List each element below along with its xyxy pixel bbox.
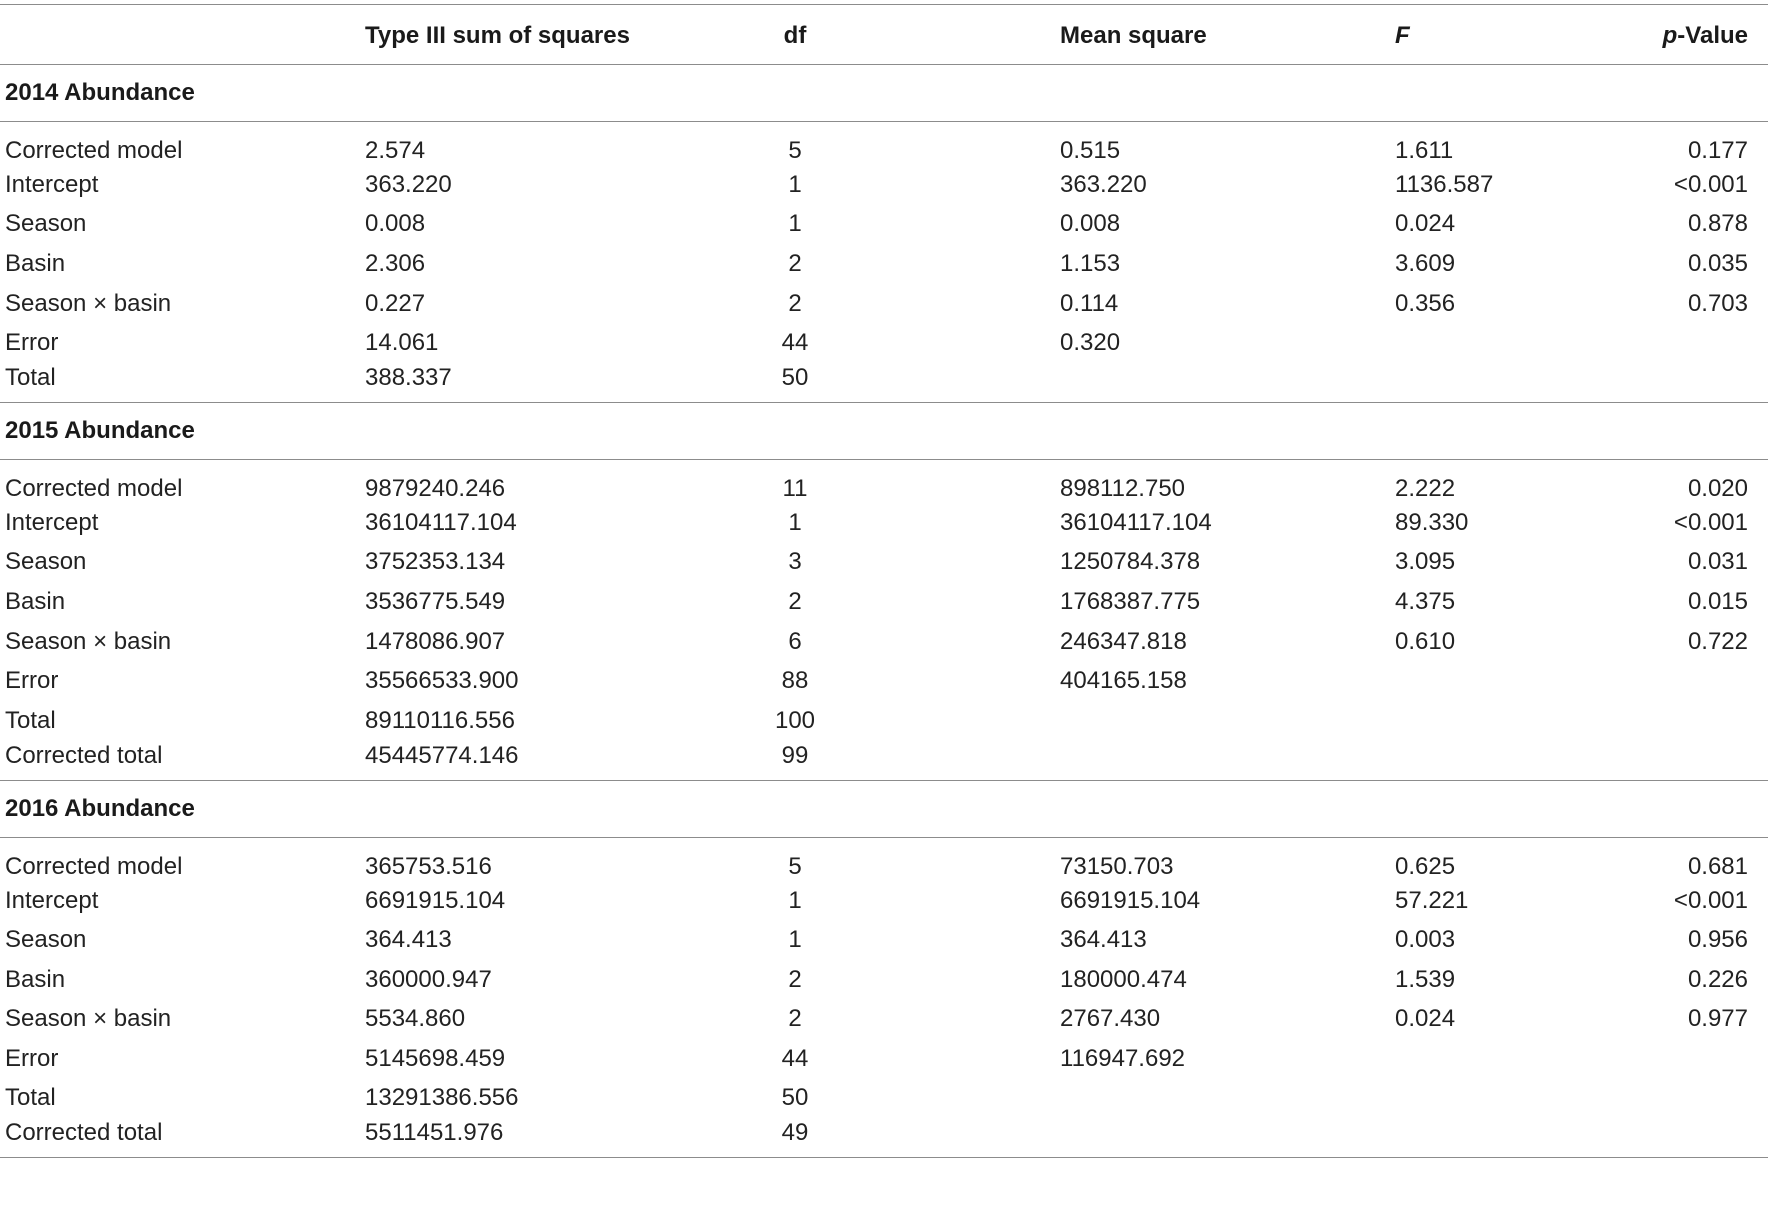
cell-df: 99 bbox=[781, 741, 809, 769]
cell-mean-square bbox=[865, 1118, 1395, 1158]
section-title: 2016 Abundance bbox=[0, 780, 1768, 837]
cell-sum-of-squares: 388.337 bbox=[365, 364, 452, 392]
cell-mean-square: 0.320 bbox=[1060, 329, 1121, 357]
cell-mean-square: 2767.430 bbox=[1060, 1005, 1161, 1033]
cell-sum-of-squares: 89110116.556 bbox=[365, 706, 515, 734]
cell-f: 4.375 bbox=[1395, 588, 1456, 616]
cell-p-value: <0.001 bbox=[1673, 886, 1748, 914]
cell-mean-square bbox=[865, 701, 1395, 741]
header-p-rest: -Value bbox=[1677, 21, 1748, 49]
table-row bbox=[0, 582, 1768, 622]
cell-source: Season bbox=[5, 548, 87, 576]
cell-sum-of-squares: 9879240.246 bbox=[365, 475, 506, 503]
cell-p-value: 0.031 bbox=[1687, 548, 1748, 576]
cell-sum-of-squares: 14.061 bbox=[365, 329, 439, 357]
cell-f: 3.095 bbox=[1395, 548, 1456, 576]
table-row bbox=[0, 741, 1768, 781]
header-mean-square: Mean square bbox=[865, 5, 1395, 65]
cell-f: 2.222 bbox=[1395, 475, 1456, 503]
section-title: 2015 Abundance bbox=[0, 403, 1768, 460]
cell-df: 1 bbox=[788, 886, 802, 914]
cell-sum-of-squares: 36104117.104 bbox=[365, 508, 517, 536]
cell-sum-of-squares: 0.008 bbox=[365, 210, 426, 238]
cell-source: Error bbox=[5, 329, 59, 357]
table-row bbox=[0, 1118, 1768, 1158]
cell-p-value: <0.001 bbox=[1673, 170, 1748, 198]
cell-mean-square: 246347.818 bbox=[1060, 627, 1187, 655]
cell-df: 1 bbox=[788, 508, 802, 536]
table-row bbox=[0, 1039, 1768, 1079]
cell-f bbox=[1395, 701, 1615, 741]
cell-source: Error bbox=[5, 1044, 59, 1072]
cell-source: Corrected total bbox=[0, 1118, 365, 1158]
cell-sum-of-squares: 2.574 bbox=[365, 137, 426, 164]
cell-sum-of-squares: 363.220 bbox=[365, 170, 452, 198]
table-row bbox=[0, 622, 1768, 662]
table-body bbox=[0, 65, 1768, 1158]
cell-f: 0.024 bbox=[1395, 210, 1456, 238]
cell-sum-of-squares: 5534.860 bbox=[365, 1005, 466, 1033]
cell-source: Corrected model bbox=[5, 475, 183, 503]
cell-source: Error bbox=[5, 667, 59, 695]
anova-table bbox=[0, 4, 1768, 1158]
cell-mean-square: 364.413 bbox=[1060, 926, 1147, 954]
cell-p-value bbox=[1615, 363, 1768, 403]
cell-p-value: 0.878 bbox=[1687, 210, 1748, 238]
table-row bbox=[0, 960, 1768, 1000]
cell-source: Basin bbox=[5, 965, 66, 993]
header-df: df bbox=[725, 5, 865, 65]
table-row bbox=[0, 122, 1768, 165]
cell-f: 57.221 bbox=[1395, 886, 1469, 914]
header-sum-of-squares: Type III sum of squares bbox=[365, 5, 725, 65]
cell-df: 2 bbox=[788, 1005, 802, 1033]
cell-sum-of-squares: 6691915.104 bbox=[365, 886, 506, 914]
cell-p-value bbox=[1615, 323, 1768, 363]
cell-sum-of-squares: 0.227 bbox=[365, 289, 426, 317]
cell-sum-of-squares: 3752353.134 bbox=[365, 548, 506, 576]
header-source bbox=[0, 5, 365, 65]
cell-df: 2 bbox=[788, 289, 802, 317]
cell-f bbox=[1395, 1039, 1615, 1079]
cell-df: 2 bbox=[788, 249, 802, 277]
cell-df: 1 bbox=[788, 170, 802, 198]
table-row bbox=[0, 701, 1768, 741]
cell-source: Total bbox=[5, 364, 56, 392]
cell-df: 50 bbox=[781, 1084, 809, 1112]
cell-mean-square bbox=[865, 741, 1395, 781]
cell-f: 0.610 bbox=[1395, 627, 1456, 655]
table-row bbox=[0, 205, 1768, 245]
cell-mean-square: 0.008 bbox=[1060, 210, 1121, 238]
cell-p-value: 0.020 bbox=[1687, 475, 1748, 503]
cell-p-value: 0.226 bbox=[1687, 965, 1748, 993]
cell-p-value: 0.035 bbox=[1687, 249, 1748, 277]
cell-f: 3.609 bbox=[1395, 249, 1456, 277]
cell-source: Basin bbox=[5, 588, 66, 616]
cell-p-value: 0.703 bbox=[1687, 289, 1748, 317]
cell-p-value: 0.722 bbox=[1687, 627, 1748, 655]
table-row bbox=[0, 661, 1768, 701]
cell-source: Intercept bbox=[5, 170, 99, 198]
cell-df: 6 bbox=[788, 627, 802, 655]
table-row bbox=[0, 363, 1768, 403]
cell-mean-square: 898112.750 bbox=[1060, 475, 1186, 503]
cell-source: Season × basin bbox=[5, 1005, 172, 1033]
cell-mean-square bbox=[865, 363, 1395, 403]
cell-df: 11 bbox=[782, 475, 808, 503]
cell-source: Intercept bbox=[5, 886, 99, 914]
cell-mean-square: 1250784.378 bbox=[1060, 548, 1201, 576]
cell-p-value bbox=[1615, 741, 1768, 781]
cell-mean-square: 0.114 bbox=[1060, 289, 1119, 317]
cell-source: Corrected model bbox=[5, 137, 183, 164]
table-row bbox=[0, 165, 1768, 205]
cell-df: 1 bbox=[788, 210, 802, 238]
cell-mean-square: 180000.474 bbox=[1060, 965, 1187, 993]
table-row bbox=[0, 323, 1768, 363]
cell-source: Corrected total bbox=[5, 741, 163, 769]
cell-mean-square: 116947.692 bbox=[1060, 1044, 1186, 1072]
cell-source: Total bbox=[5, 706, 56, 734]
cell-mean-square: 6691915.104 bbox=[1060, 886, 1201, 914]
header-p-value bbox=[1615, 5, 1768, 65]
cell-p-value bbox=[1615, 661, 1768, 701]
cell-sum-of-squares: 5145698.459 bbox=[365, 1044, 506, 1072]
cell-df: 44 bbox=[781, 329, 809, 357]
cell-source: Corrected model bbox=[5, 852, 183, 880]
section-title: 2014 Abundance bbox=[0, 65, 1768, 122]
cell-p-value bbox=[1615, 1079, 1768, 1119]
cell-mean-square bbox=[865, 1079, 1395, 1119]
cell-f bbox=[1395, 1079, 1615, 1119]
table-row bbox=[0, 503, 1768, 543]
cell-df: 88 bbox=[781, 667, 809, 695]
cell-df: 5 bbox=[788, 137, 802, 164]
section-header-row bbox=[0, 780, 1768, 837]
cell-mean-square: 0.515 bbox=[1060, 137, 1121, 164]
cell-f: 0.024 bbox=[1395, 1005, 1456, 1033]
cell-f bbox=[1395, 323, 1615, 363]
table-row bbox=[0, 838, 1768, 881]
cell-f: 1136.587 bbox=[1395, 170, 1494, 198]
table-row bbox=[0, 543, 1768, 583]
cell-df: 2 bbox=[788, 588, 802, 616]
table-row bbox=[0, 244, 1768, 284]
cell-source: Season × basin bbox=[5, 289, 172, 317]
cell-sum-of-squares: 13291386.556 bbox=[365, 1084, 519, 1112]
cell-p-value: 0.177 bbox=[1687, 137, 1748, 164]
cell-f: 0.003 bbox=[1395, 926, 1456, 954]
table-row bbox=[0, 284, 1768, 324]
cell-sum-of-squares: 2.306 bbox=[365, 249, 426, 277]
cell-source: Season bbox=[5, 210, 87, 238]
cell-source: Total bbox=[5, 1084, 56, 1112]
table-row bbox=[0, 1079, 1768, 1119]
cell-mean-square: 1.153 bbox=[1060, 249, 1121, 277]
cell-source: Basin bbox=[5, 249, 66, 277]
cell-source: Season × basin bbox=[5, 627, 172, 655]
cell-sum-of-squares: 45445774.146 bbox=[365, 741, 519, 769]
section-header-row bbox=[0, 65, 1768, 122]
cell-df: 49 bbox=[725, 1118, 865, 1158]
header-p-italic: p bbox=[1662, 21, 1678, 49]
cell-mean-square: 363.220 bbox=[1060, 170, 1147, 198]
cell-f bbox=[1395, 741, 1615, 781]
cell-sum-of-squares: 3536775.549 bbox=[365, 588, 506, 616]
header-row bbox=[0, 5, 1768, 65]
cell-df: 2 bbox=[788, 965, 802, 993]
cell-sum-of-squares: 1478086.907 bbox=[365, 627, 506, 655]
header-f: F bbox=[1395, 5, 1615, 65]
cell-source: Season bbox=[5, 926, 87, 954]
cell-f: 0.356 bbox=[1395, 289, 1456, 317]
cell-sum-of-squares: 364.413 bbox=[365, 926, 452, 954]
cell-f: 1.539 bbox=[1395, 965, 1456, 993]
cell-p-value: 0.977 bbox=[1687, 1005, 1748, 1033]
cell-p-value: 0.681 bbox=[1687, 852, 1748, 880]
cell-df: 3 bbox=[788, 548, 802, 576]
cell-df: 100 bbox=[774, 706, 816, 734]
cell-df: 1 bbox=[788, 926, 802, 954]
cell-sum-of-squares: 5511451.976 bbox=[365, 1118, 725, 1158]
cell-p-value: 0.015 bbox=[1687, 588, 1748, 616]
cell-source: Intercept bbox=[5, 508, 99, 536]
cell-df: 5 bbox=[788, 852, 802, 880]
cell-mean-square: 404165.158 bbox=[1060, 667, 1187, 695]
cell-p-value bbox=[1615, 1118, 1768, 1158]
table-row bbox=[0, 920, 1768, 960]
cell-p-value: <0.001 bbox=[1673, 508, 1748, 536]
cell-p-value bbox=[1615, 701, 1768, 741]
cell-p-value bbox=[1615, 1039, 1768, 1079]
cell-f bbox=[1395, 363, 1615, 403]
cell-f: 89.330 bbox=[1395, 508, 1469, 536]
cell-f bbox=[1395, 1118, 1615, 1158]
table-row bbox=[0, 881, 1768, 921]
cell-f: 1.611 bbox=[1395, 137, 1454, 164]
table-row bbox=[0, 1000, 1768, 1040]
cell-df: 44 bbox=[781, 1044, 809, 1072]
cell-f: 0.625 bbox=[1395, 852, 1456, 880]
cell-mean-square: 36104117.104 bbox=[1060, 508, 1212, 536]
cell-mean-square: 1768387.775 bbox=[1060, 588, 1201, 616]
section-header-row bbox=[0, 403, 1768, 460]
cell-sum-of-squares: 360000.947 bbox=[365, 965, 492, 993]
table-row bbox=[0, 460, 1768, 503]
cell-df: 50 bbox=[781, 364, 809, 392]
cell-p-value: 0.956 bbox=[1687, 926, 1748, 954]
cell-mean-square: 73150.703 bbox=[1060, 852, 1174, 880]
cell-sum-of-squares: 35566533.900 bbox=[365, 667, 519, 695]
cell-sum-of-squares: 365753.516 bbox=[365, 852, 492, 880]
cell-f bbox=[1395, 661, 1615, 701]
